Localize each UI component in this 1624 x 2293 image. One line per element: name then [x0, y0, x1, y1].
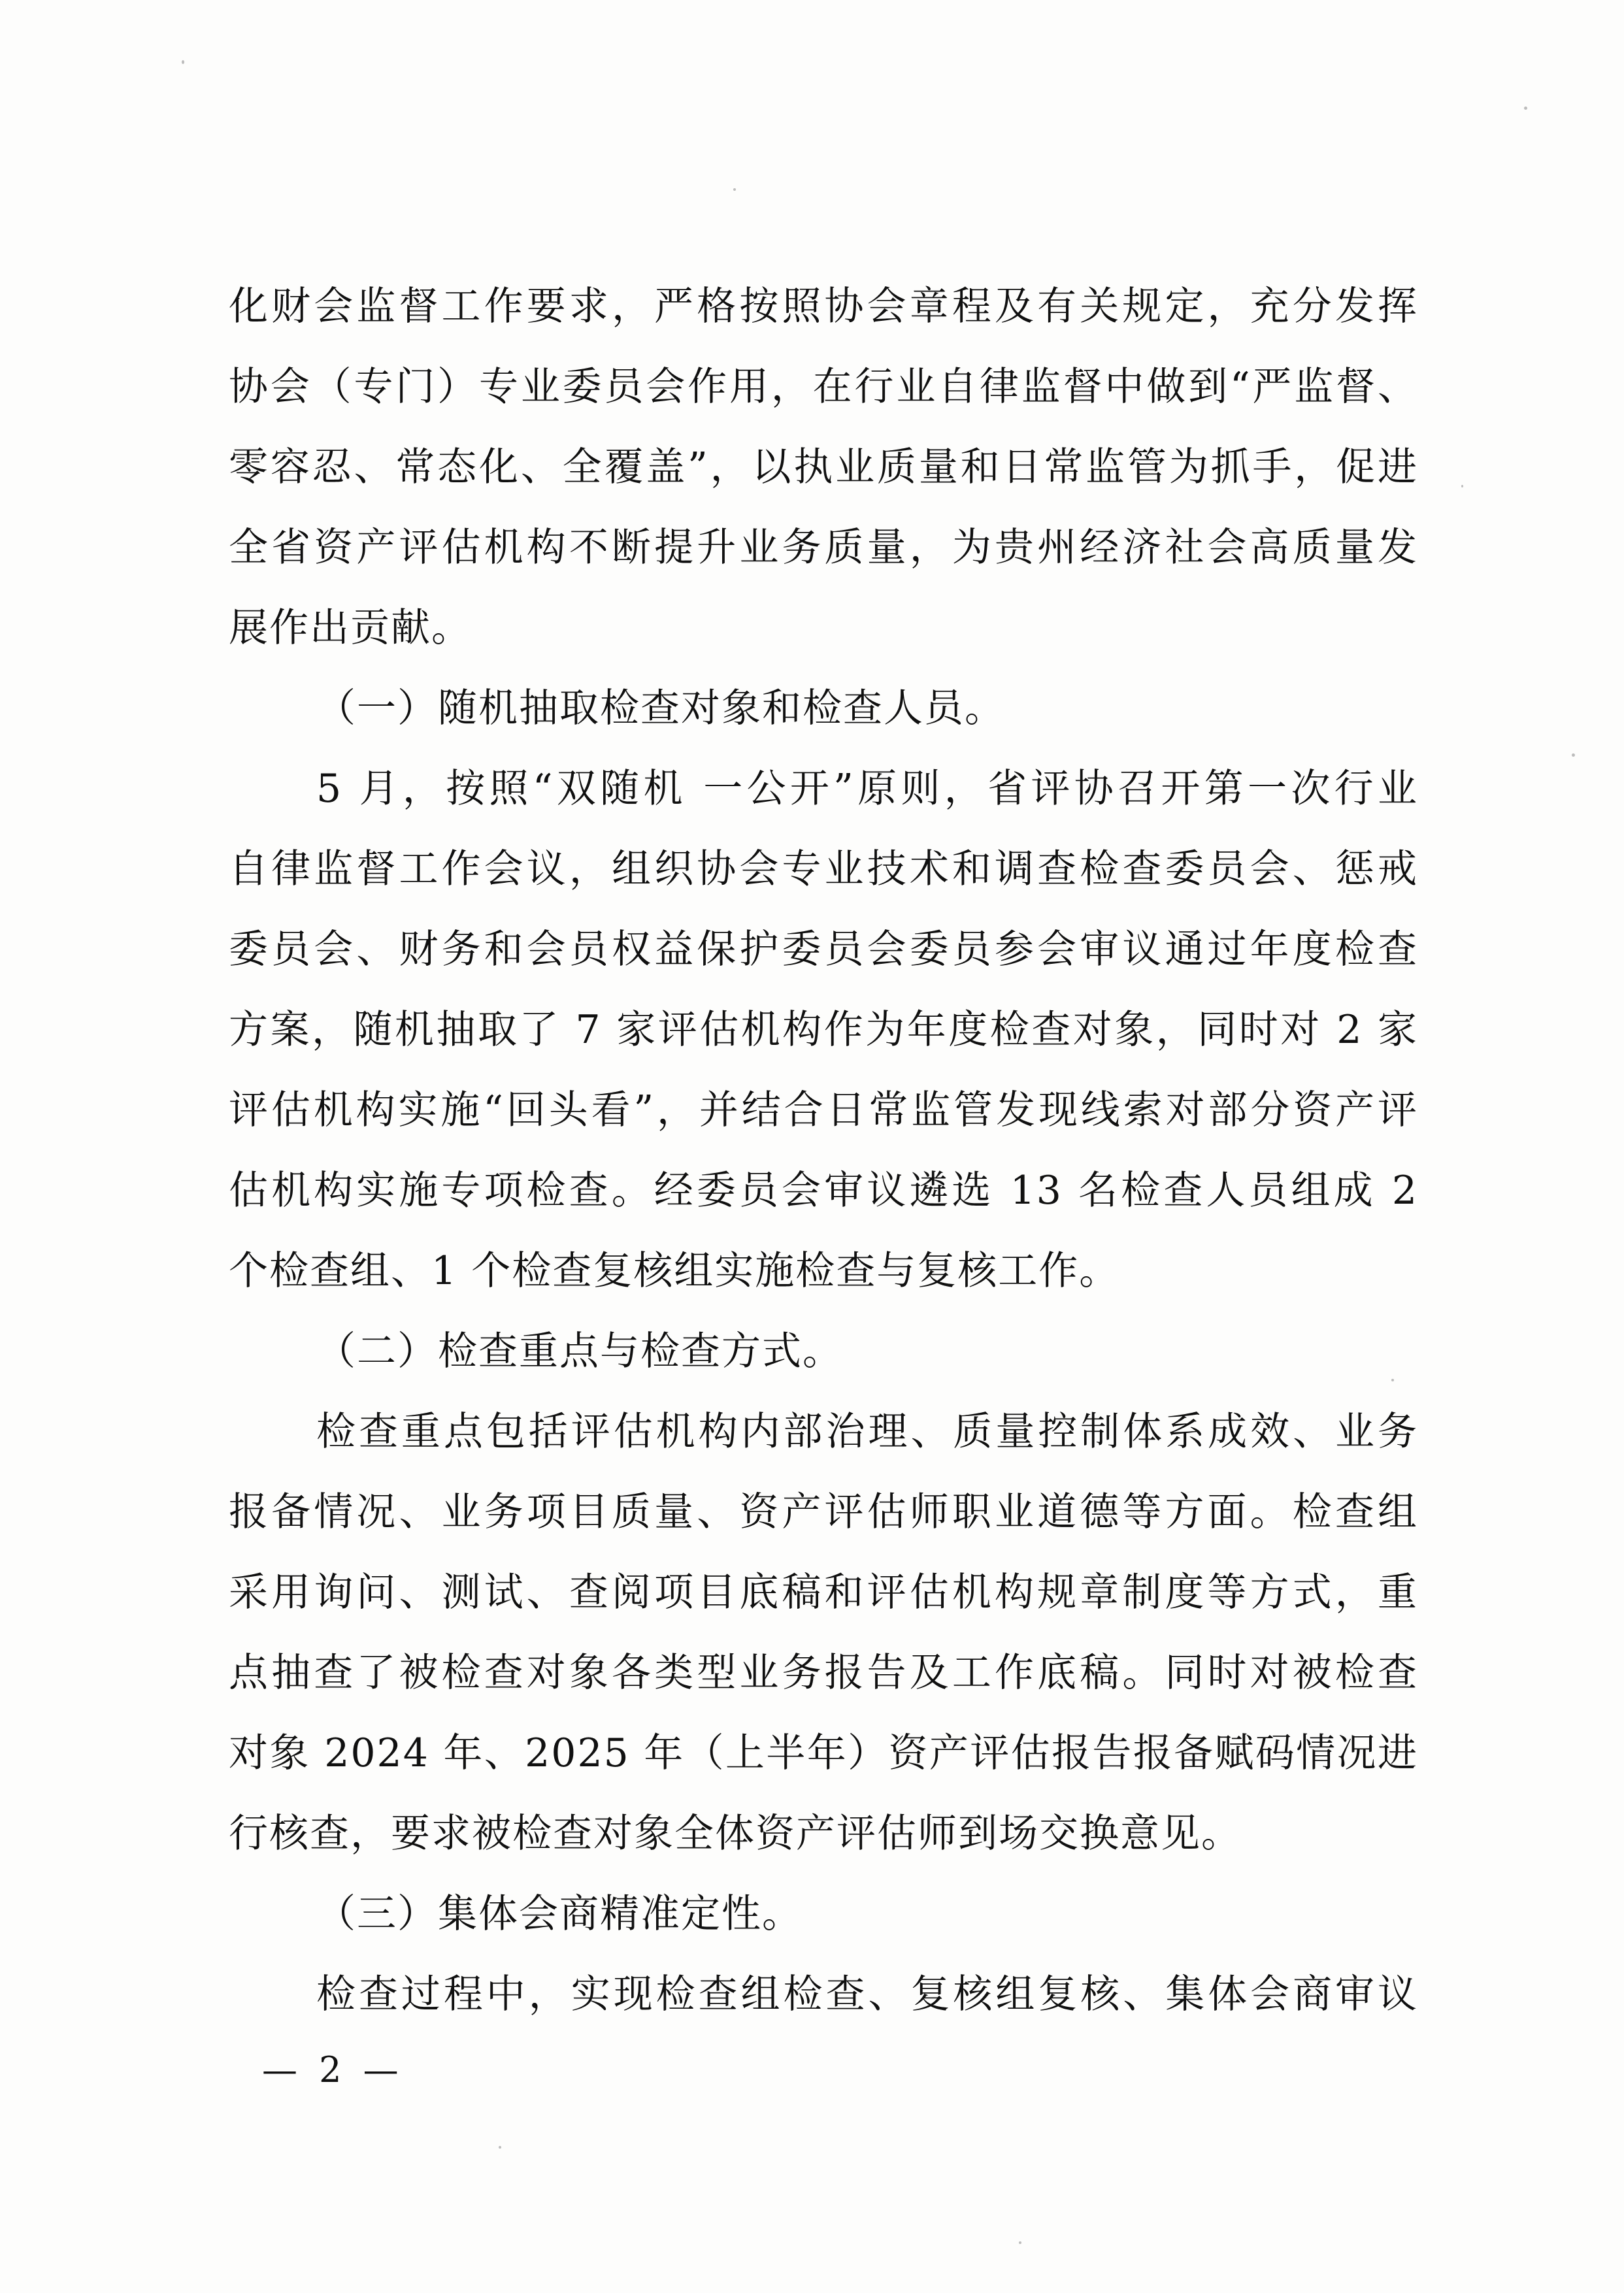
section-heading: （二）检查重点与检查方式。 — [316, 1328, 843, 1374]
body-line: 协会（专门）专业委员会作用，在行业自律监督中做到“严监督、 — [229, 364, 1418, 410]
body-line: 点抽查了被检查对象各类型业务报告及工作底稿。同时对被检查 — [229, 1650, 1418, 1696]
body-line: 委员会、财务和会员权益保护委员会委员参会审议通过年度检查 — [229, 927, 1418, 972]
scan-speck — [1572, 753, 1575, 757]
scan-speck — [733, 188, 736, 191]
body-line: 对象 2024 年、2025 年（上半年）资产评估报告报备赋码情况进 — [229, 1730, 1418, 1776]
body-line: 零容忍、常态化、全覆盖”，以执业质量和日常监管为抓手，促进 — [229, 444, 1418, 490]
body-line: 全省资产评估机构不断提升业务质量，为贵州经济社会高质量发 — [229, 525, 1418, 570]
body-line: 检查重点包括评估机构内部治理、质量控制体系成效、业务 — [316, 1409, 1418, 1455]
body-line: 报备情况、业务项目质量、资产评估师职业道德等方面。检查组 — [229, 1489, 1418, 1535]
scan-speck — [1524, 107, 1527, 110]
body-line: 5 月，按照“双随机 一公开”原则，省评协召开第一次行业 — [316, 766, 1418, 812]
body-line: 采用询问、测试、查阅项目底稿和评估机构规章制度等方式，重 — [229, 1570, 1418, 1615]
section-heading: （一）随机抽取检查对象和检查人员。 — [316, 685, 1005, 731]
scan-speck — [499, 2146, 501, 2149]
body-line: 化财会监督工作要求，严格按照协会章程及有关规定，充分发挥 — [229, 284, 1418, 329]
document-body — [229, 267, 1418, 2035]
section-heading: （三）集体会商精准定性。 — [316, 1891, 803, 1937]
body-line: 评估机构实施“回头看”，并结合日常监管发现线索对部分资产评 — [229, 1087, 1418, 1133]
body-line: 自律监督工作会议，组织协会专业技术和调查检查委员会、惩戒 — [229, 846, 1418, 892]
page-number: — 2 — — [262, 2049, 401, 2090]
scan-speck — [1019, 2241, 1021, 2244]
scan-speck — [182, 60, 184, 64]
scan-speck — [1461, 485, 1463, 487]
scan-speck — [1391, 1379, 1394, 1381]
body-line: 行核查，要求被检查对象全体资产评估师到场交换意见。 — [229, 1811, 1242, 1856]
body-line: 估机构实施专项检查。经委员会审议遴选 13 名检查人员组成 2 — [229, 1168, 1418, 1213]
body-line: 展作出贡献。 — [229, 605, 472, 651]
body-line: 个检查组、1 个检查复核组实施检查与复核工作。 — [229, 1248, 1120, 1294]
body-line: 检查过程中，实现检查组检查、复核组复核、集体会商审议 — [316, 1971, 1418, 2017]
body-line: 方案，随机抽取了 7 家评估机构作为年度检查对象，同时对 2 家 — [229, 1007, 1418, 1053]
